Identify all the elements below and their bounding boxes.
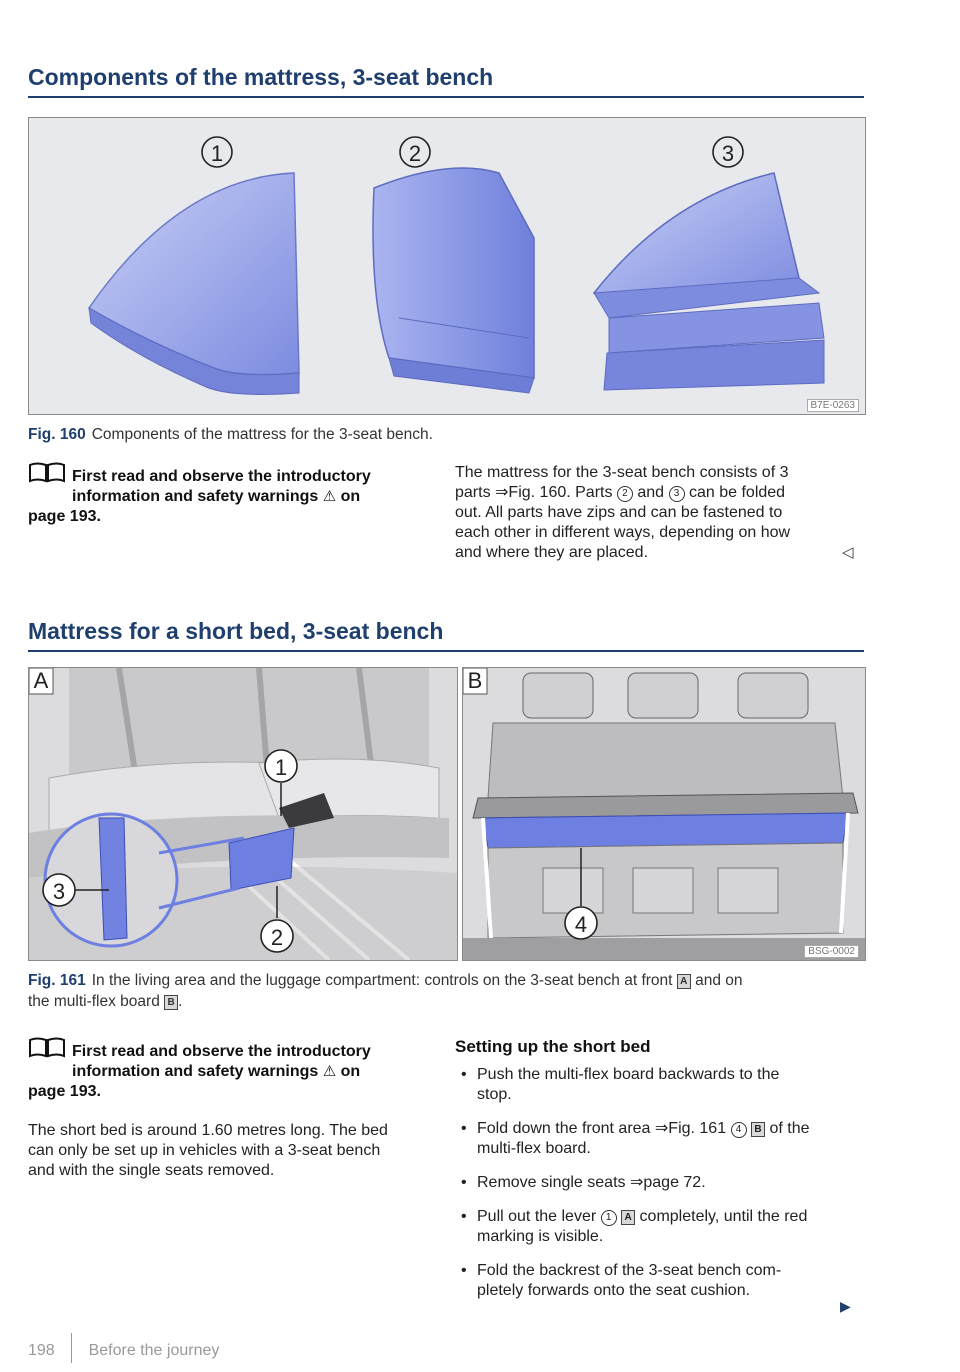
step-2 (455, 1119, 865, 1159)
section-title-components: Components of the mattress, 3-seat bench (28, 64, 494, 90)
callout-a-1 (265, 750, 297, 782)
step-1-text: • Push the multi-flex board backwards to the (477, 1066, 780, 1083)
ref-num-4: 4 (731, 1122, 747, 1138)
section-rule-2 (28, 650, 864, 652)
book-icon (28, 1037, 66, 1059)
callout-a-3 (43, 874, 75, 906)
fig-160-link[interactable]: parts ⇒Fig. 160. Parts (455, 484, 613, 501)
ref-num-3: 3 (669, 486, 685, 502)
step-4-text: Pull out the lever (477, 1208, 597, 1225)
warning-icon: ⚠ (322, 488, 337, 505)
figure-ref-code-2: BSG-0002 (804, 945, 859, 958)
mattress-illustration (29, 118, 865, 414)
figure-ref-code: B7E-0263 (807, 399, 859, 412)
continue-arrow-icon: ▶ (840, 1298, 851, 1314)
para-line-2-end: can be folded (688, 484, 786, 501)
note-line-2-end: on (340, 488, 361, 505)
fig-161-link[interactable]: Fold down the front area ⇒Fig. 161 (477, 1120, 727, 1137)
caption-box-b: B (164, 995, 178, 1010)
step-5 (455, 1261, 865, 1301)
step-1-text-2: stop. (477, 1086, 512, 1103)
panel-letter-b: B (467, 668, 483, 693)
step-1 (455, 1065, 865, 1105)
caption-text-3: the multi-flex board (28, 993, 160, 1010)
svg-text:2: 2 (408, 141, 422, 166)
para-line-5: and where they are placed. (455, 544, 649, 561)
svg-text:4: 4 (574, 912, 588, 937)
figure-161-caption: Fig. 161 In the living area and the luggage compartment: controls on the 3-seat bench at front A and on the multi-flex board B . (28, 972, 743, 1010)
ref-num-1: 1 (601, 1210, 617, 1226)
warning-icon: ⚠ (322, 1063, 337, 1080)
figure-161-panel-b (462, 667, 866, 961)
step-5-text: • Fold the backrest of the 3-seat bench com- (477, 1262, 782, 1279)
para-line-1: The mattress for the 3-seat bench consists of 3 (455, 464, 789, 481)
ref-box-a: A (621, 1210, 635, 1225)
footer-section: Before the journey (88, 1342, 220, 1359)
callout-b-4 (565, 907, 597, 939)
svg-text:1: 1 (210, 141, 224, 166)
note-line-2: information and safety warnings (72, 488, 319, 505)
mattress-part-2 (373, 168, 534, 393)
para-and: and (637, 484, 665, 501)
para-line-3: out. All parts have zips and can be fastened to (455, 504, 783, 521)
caption-text-1: In the living area and the luggage compartment: controls on the 3-seat bench at front (91, 972, 673, 989)
step-4-text-2: marking is visible. (477, 1228, 604, 1245)
svg-text:3: 3 (52, 879, 66, 904)
ref-box-b: B (751, 1122, 765, 1137)
svg-text:3: 3 (721, 141, 735, 166)
caption-box-a: A (677, 974, 691, 989)
sb-line-3: and with the single seats removed. (28, 1162, 275, 1179)
caption-text-2: and on (695, 972, 743, 989)
section-title-short-bed: Mattress for a short bed, 3-seat bench (28, 618, 444, 644)
footer (28, 1333, 219, 1363)
note2-line-2-end: on (340, 1063, 361, 1080)
step-4-text-end: completely, until the red (639, 1208, 808, 1225)
note2-page-link[interactable]: page 193. (28, 1083, 101, 1100)
footer-divider (71, 1333, 72, 1363)
step-2-text-2: multi-flex board. (477, 1140, 591, 1157)
luggage-compartment-illustration (463, 668, 865, 960)
setup-short-bed (455, 1037, 865, 1315)
figure-160-caption (28, 424, 864, 445)
setup-heading: Setting up the short bed (455, 1037, 651, 1056)
step-5-text-2: pletely forwards onto the seat cushion. (477, 1282, 751, 1299)
figure-161-panel-a (28, 667, 458, 961)
callout-a-2 (261, 920, 293, 952)
section-end-mark: ◁ (842, 544, 854, 561)
panel-letter-a: A (33, 668, 49, 693)
book-icon (28, 462, 66, 484)
step-4 (455, 1207, 865, 1247)
mattress-description (455, 463, 865, 563)
ref-num-2: 2 (617, 486, 633, 502)
note-line-1: First read and observe the introductory (72, 468, 371, 485)
para-line-2 (455, 483, 865, 503)
note2-line-1: First read and observe the introductory (72, 1043, 371, 1060)
svg-text:1: 1 (274, 755, 288, 780)
caption-label-161: Fig. 161 (28, 972, 86, 989)
sb-line-2: can only be set up in vehicles with a 3-seat bench (28, 1142, 381, 1159)
intro-note-1 (28, 462, 428, 527)
note2-line-2: information and safety warnings (72, 1063, 319, 1080)
section-rule (28, 96, 864, 98)
para-line-4: each other in different ways, depending on how (455, 524, 791, 541)
bench-controls-illustration (29, 668, 457, 960)
figure-160-mattress-components (28, 117, 866, 415)
page-number: 198 (28, 1342, 55, 1359)
page-72-link[interactable]: Remove single seats ⇒page 72. (477, 1174, 706, 1191)
short-bed-description (28, 1121, 438, 1181)
caption-label: Fig. 160 (28, 426, 86, 443)
step-2-text-end: of the (769, 1120, 810, 1137)
step-3 (455, 1173, 865, 1193)
caption-text: Components of the mattress for the 3-seat bench. (91, 426, 433, 443)
sb-line-1: The short bed is around 1.60 metres long. The bed (28, 1122, 388, 1139)
svg-text:2: 2 (270, 925, 284, 950)
intro-note-2 (28, 1037, 438, 1102)
note-page-link[interactable]: page 193. (28, 508, 101, 525)
